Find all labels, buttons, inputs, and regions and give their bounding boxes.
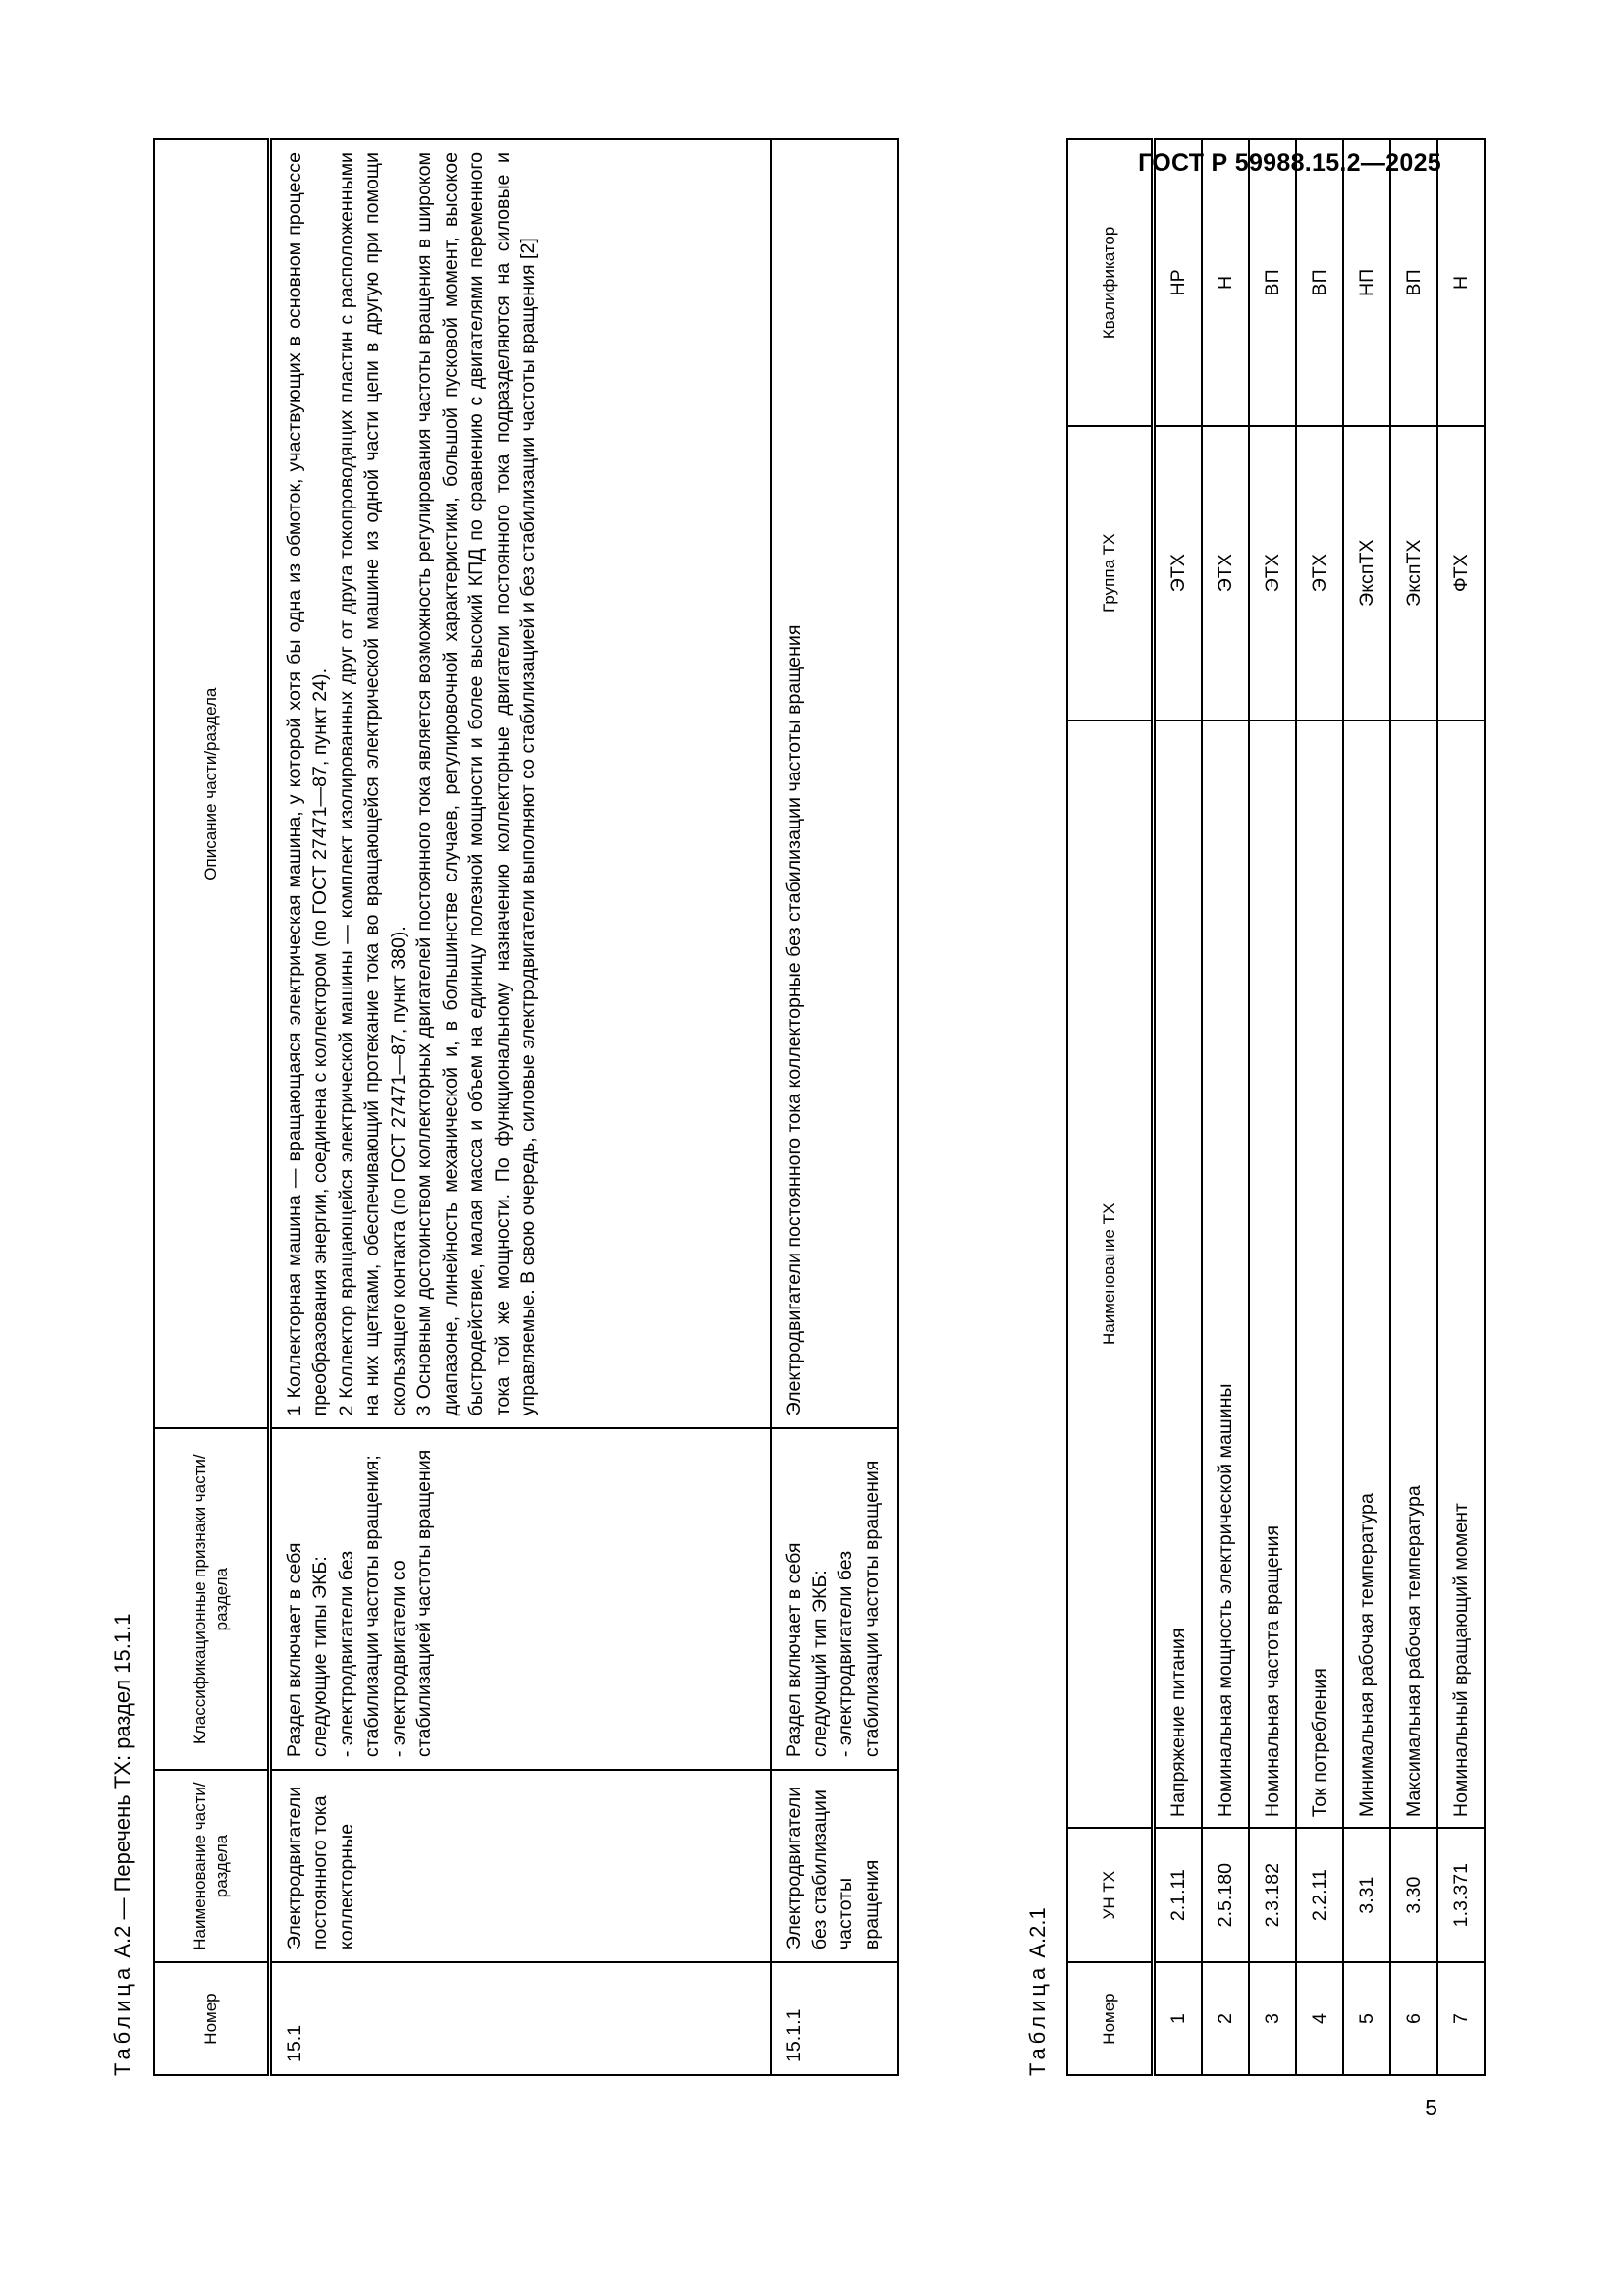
cell-name: Электродвигатели постоянного тока коллекторные [270, 1770, 771, 1962]
table-row [270, 139, 771, 2075]
caption-text: А.2 — Перечень ТХ: раздел 15.1.1 [110, 1613, 135, 1964]
page-number: 5 [1425, 2095, 1437, 2120]
column-header-number: Номер [1067, 1962, 1154, 2075]
cell-group: ЭкспТХ [1390, 426, 1437, 721]
table-row [1390, 139, 1437, 2075]
rotated-content [110, 136, 1472, 2076]
cell-name: Номинальная мощность электрической машины [1202, 721, 1249, 1829]
cell-number: 1 [1154, 1962, 1203, 2075]
feature-line: - электродвигатели со стабилизацией частоты вращения [387, 1449, 436, 1758]
table-row [1343, 139, 1390, 2075]
cell-description [771, 139, 898, 1428]
caption-label: Таблица [1025, 1963, 1050, 2076]
cell-qualifier: НП [1343, 139, 1390, 426]
table-a21 [1066, 138, 1486, 2076]
cell-group: ЭТХ [1296, 426, 1343, 721]
table-a2 [153, 138, 899, 2076]
cell-group: ЭТХ [1202, 426, 1249, 721]
cell-number: 2 [1202, 1962, 1249, 2075]
cell-qualifier: НР [1154, 139, 1203, 426]
cell-number: 7 [1437, 1962, 1485, 2075]
feature-line: - электродвигатели без стабилизации частоты вращения [835, 1460, 883, 1758]
cell-code: 2.3.182 [1249, 1828, 1296, 1962]
description-paragraph: 3 Основным достоинством коллекторных двигателей постоянного тока является возможность регулирования частоты вращения в широком диапазоне, линейность механической и, в большинстве случаев, регулировочной характеристики, большой пусковой момент, высокое быстродействие, малая масса и объем на единицу полезной мощности и более высокий КПД по сравнению с двигателями переменного тока той же мощности. По функциональному назначению коллекторные двигатели постоянного тока подразделяются на силовые и управляемые. В свою очередь, силовые электродвигатели выполняют со стабилизацией и без стабилизации частоты вращения [2] [413, 152, 539, 1416]
cell-group: ЭТХ [1249, 426, 1296, 721]
table-row [1202, 139, 1249, 2075]
cell-qualifier: ВП [1296, 139, 1343, 426]
cell-code: 2.2.11 [1296, 1828, 1343, 1962]
column-header-number: Номер [154, 1962, 270, 2075]
cell-number: 5 [1343, 1962, 1390, 2075]
table-header-row [1067, 139, 1154, 2075]
cell-number: 3 [1249, 1962, 1296, 2075]
cell-code: 2.5.180 [1202, 1828, 1249, 1962]
description-paragraph: 2 Коллектор вращающейся электрической машины — комплект изолированных друг от друга токопроводящих пластин с расположенными на них щетками, обеспечивающий протекание тока во вращающейся электрической машине из одной части цепи в другую при помощи скользящего контакта (по ГОСТ 27471—87, пункт 380). [335, 152, 409, 1416]
cell-number: 15.1.1 [771, 1962, 898, 2075]
cell-name: Ток потребления [1296, 721, 1343, 1829]
cell-number: 4 [1296, 1962, 1343, 2075]
document-code: ГОСТ Р 59988.15.2—2025 [1138, 149, 1441, 177]
column-header-description: Описание части/раздела [154, 139, 270, 1428]
cell-name: Электродвигатели без стабилизации частоты вращения [771, 1770, 898, 1962]
cell-qualifier: Н [1202, 139, 1249, 426]
cell-code: 1.3.371 [1437, 1828, 1485, 1962]
column-header-name: Наименование части/ раздела [154, 1770, 270, 1962]
description-paragraph: 1 Коллекторная машина — вращающаяся электрическая машина, у которой хотя бы одна из обмоток, участвующих в основном процессе преобразования энергии, соединена с коллектором (по ГОСТ 27471—87, пункт 24). [284, 152, 332, 1416]
table-row [1296, 139, 1343, 2075]
cell-features [270, 1428, 771, 1770]
feature-line: Раздел включает в себя следующий тип ЭКБ: [783, 1542, 831, 1758]
cell-group: ЭкспТХ [1343, 426, 1390, 721]
feature-line: - электродвигатели без стабилизации частоты вращения; [335, 1455, 384, 1758]
column-header-group: Группа ТХ [1067, 426, 1154, 721]
cell-qualifier: ВП [1390, 139, 1437, 426]
cell-name: Напряжение питания [1154, 721, 1203, 1829]
table-row [1437, 139, 1485, 2075]
cell-description [270, 139, 771, 1428]
cell-group: ЭТХ [1154, 426, 1203, 721]
column-header-code: УН ТХ [1067, 1828, 1154, 1962]
cell-qualifier: Н [1437, 139, 1485, 426]
cell-code: 2.1.11 [1154, 1828, 1203, 1962]
caption-text: А.2.1 [1025, 1907, 1050, 1964]
cell-name: Номинальный вращающий момент [1437, 721, 1485, 1829]
cell-number: 15.1 [270, 1962, 771, 2075]
cell-name: Минимальная рабочая температура [1343, 721, 1390, 1829]
table-row [1249, 139, 1296, 2075]
column-header-features: Классификационные признаки части/ раздела [154, 1428, 270, 1770]
table-row [771, 139, 898, 2075]
cell-name: Максимальная рабочая температура [1390, 721, 1437, 1829]
cell-code: 3.30 [1390, 1828, 1437, 1962]
table-a21-caption [1025, 1907, 1051, 2076]
table-a2-caption [110, 1614, 135, 2076]
cell-code: 3.31 [1343, 1828, 1390, 1962]
cell-qualifier: ВП [1249, 139, 1296, 426]
cell-number: 6 [1390, 1962, 1437, 2075]
table-row [1154, 139, 1203, 2075]
cell-features [771, 1428, 898, 1770]
cell-name: Номинальная частота вращения [1249, 721, 1296, 1829]
description-paragraph: Электродвигатели постоянного тока коллекторные без стабилизации частоты вращения [783, 624, 805, 1416]
caption-label: Таблица [110, 1963, 135, 2076]
cell-group: ФТХ [1437, 426, 1485, 721]
column-header-name: Наименование ТХ [1067, 721, 1154, 1829]
table-header-row [154, 139, 270, 2075]
feature-line: Раздел включает в себя следующие типы ЭКБ: [284, 1542, 332, 1758]
column-header-qualifier: Квалификатор [1067, 139, 1154, 426]
